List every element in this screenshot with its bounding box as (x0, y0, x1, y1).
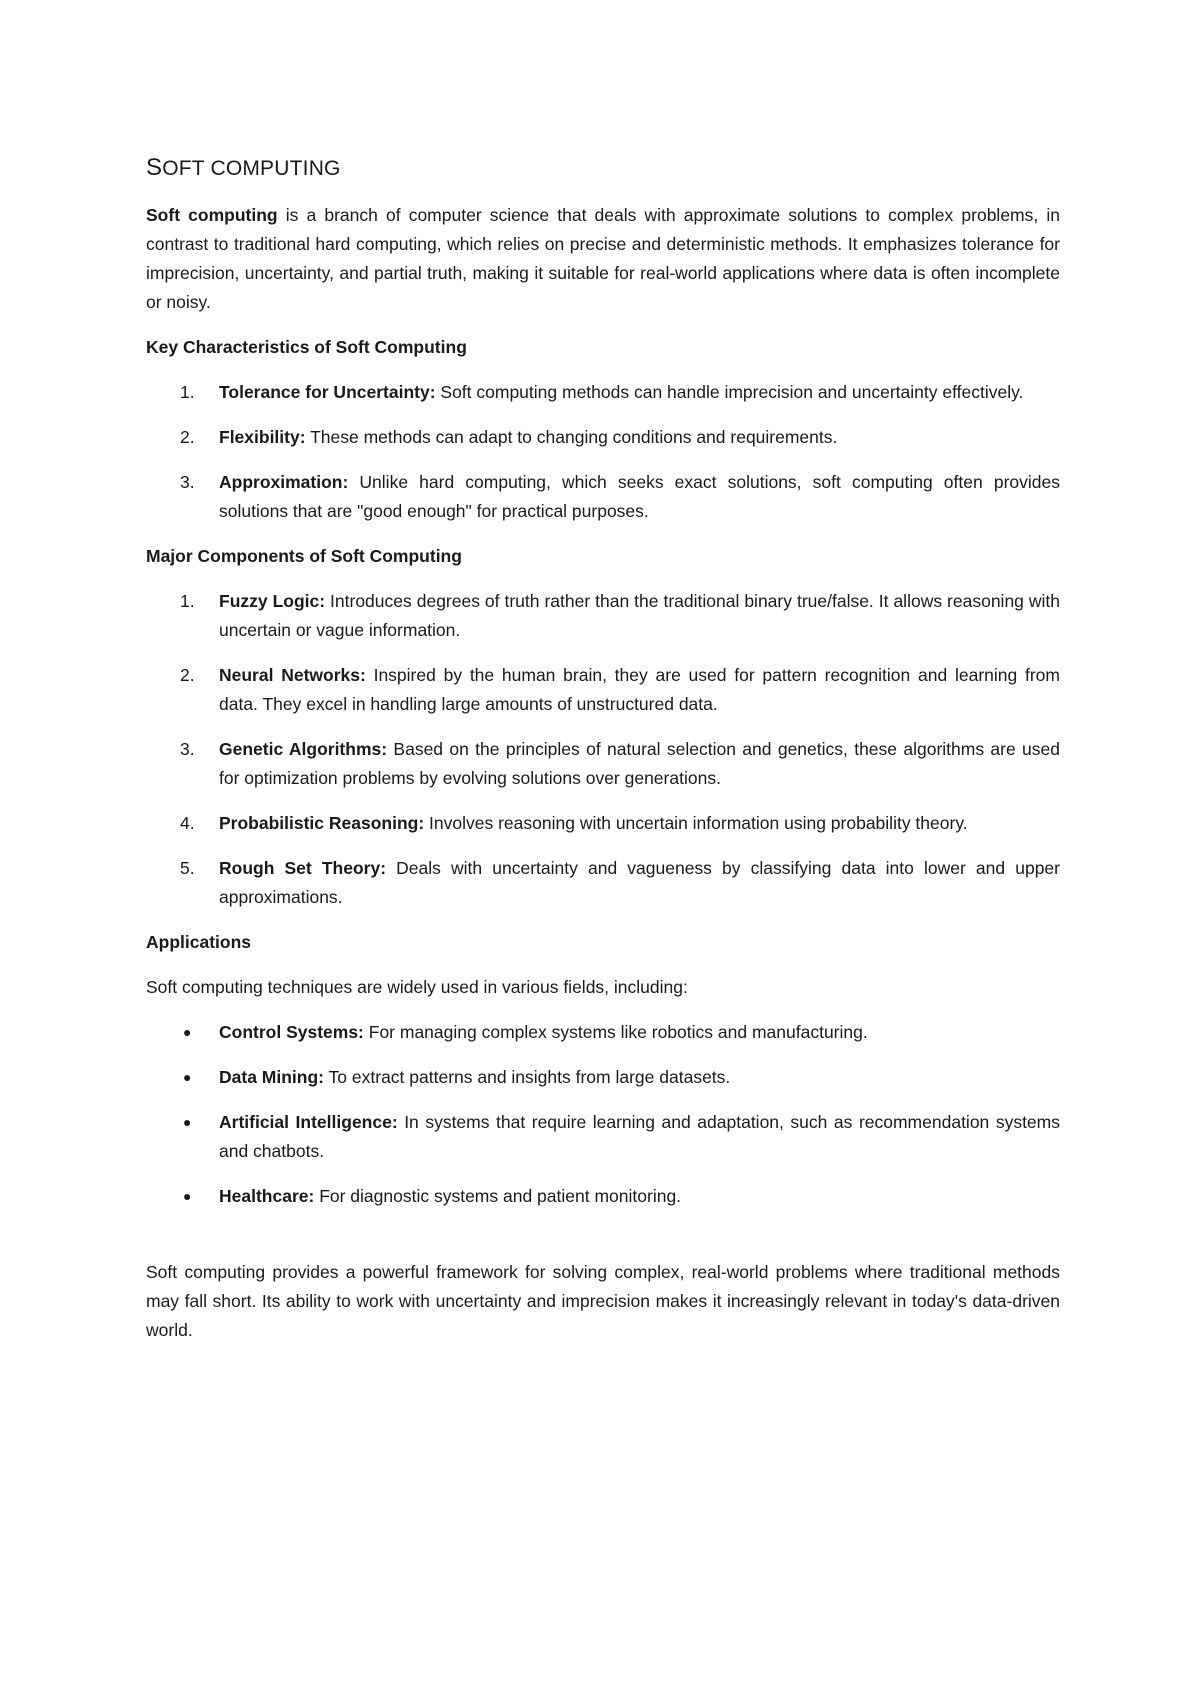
item-text: Soft computing methods can handle imprecision and uncertainty effectively. (435, 382, 1024, 402)
list-item (146, 661, 1060, 719)
bullet-icon: ● (183, 1024, 192, 1040)
item-text: Involves reasoning with uncertain information using probability theory. (424, 813, 968, 833)
list-number: 5. (180, 858, 195, 878)
title-initial: S (146, 154, 163, 181)
list-item (146, 1108, 1060, 1166)
item-label: Fuzzy Logic: (219, 591, 326, 611)
page-title (146, 153, 1060, 184)
item-text: Deals with uncertainty and vagueness by classifying data into lower and upper approximations. (219, 858, 1060, 907)
item-text: Introduces degrees of truth rather than the traditional binary true/false. It allows reasoning with uncertain or vague information. (219, 591, 1060, 640)
list-item (146, 1063, 1060, 1092)
list-number: 2. (180, 665, 195, 685)
list-item (146, 735, 1060, 793)
bullet-icon: ● (183, 1069, 192, 1085)
item-text: Unlike hard computing, which seeks exact solutions, soft computing often provides solutions that are "good enough" for practical purposes. (219, 472, 1060, 521)
components-heading: Major Components of Soft Computing (146, 546, 462, 566)
list-number: 3. (180, 739, 195, 759)
item-text: These methods can adapt to changing conditions and requirements. (305, 427, 838, 447)
intro-lead: Soft computing (146, 205, 278, 225)
title-rest: OFT COMPUTING (162, 157, 341, 180)
applications-heading: Applications (146, 932, 252, 952)
item-label: Rough Set Theory: (219, 858, 387, 878)
list-item (146, 378, 1060, 407)
characteristics-list (146, 378, 1060, 526)
item-label: Probabilistic Reasoning: (219, 813, 425, 833)
item-label: Artificial Intelligence: (219, 1112, 398, 1132)
applications-list (146, 1018, 1060, 1211)
item-label: Flexibility: (219, 427, 306, 447)
item-text: Inspired by the human brain, they are used for pattern recognition and learning from data. They excel in handling large amounts of unstructured data. (219, 665, 1060, 714)
item-text: For diagnostic systems and patient monitoring. (314, 1186, 682, 1206)
intro-text: is a branch of computer science that deals with approximate solutions to complex problems, in contrast to traditional hard computing, which relies on precise and deterministic methods. It emphasizes tolerance for imprecision, uncertainty, and partial truth, making it suitable for real-world applications where data is often incomplete or noisy. (146, 205, 1060, 312)
list-number: 3. (180, 472, 195, 492)
list-number: 2. (180, 427, 195, 447)
item-label: Genetic Algorithms: (219, 739, 388, 759)
bullet-icon: ● (183, 1188, 192, 1204)
intro-paragraph (146, 201, 1060, 317)
list-item (146, 1018, 1060, 1047)
list-number: 1. (180, 382, 195, 402)
item-label: Neural Networks: (219, 665, 366, 685)
list-item (146, 423, 1060, 452)
components-list (146, 587, 1060, 912)
list-number: 1. (180, 591, 195, 611)
item-text: Based on the principles of natural selection and genetics, these algorithms are used for optimization problems by evolving solutions over generations. (219, 739, 1061, 788)
list-item (146, 587, 1060, 645)
document-body (146, 153, 1060, 1345)
item-text: To extract patterns and insights from large datasets. (324, 1067, 731, 1087)
item-text: In systems that require learning and adaptation, such as recommendation systems and chatbots. (219, 1112, 1060, 1161)
item-label: Control Systems: (219, 1022, 364, 1042)
item-label: Data Mining: (219, 1067, 324, 1087)
applications-intro: Soft computing techniques are widely used in various fields, including: (146, 977, 688, 997)
list-item (146, 1182, 1060, 1211)
item-label: Tolerance for Uncertainty: (219, 382, 436, 402)
item-label: Approximation: (219, 472, 349, 492)
list-item (146, 809, 1060, 838)
characteristics-heading: Key Characteristics of Soft Computing (146, 337, 467, 357)
item-label: Healthcare: (219, 1186, 315, 1206)
list-item (146, 468, 1060, 526)
list-number: 4. (180, 813, 195, 833)
conclusion-paragraph: Soft computing provides a powerful framework for solving complex, real-world problems where traditional methods may fall short. Its ability to work with uncertainty and imprecision makes it increasingly relevant in today's data-driven world. (146, 1262, 1060, 1340)
list-item (146, 854, 1060, 912)
item-text: For managing complex systems like robotics and manufacturing. (363, 1022, 868, 1042)
bullet-icon: ● (183, 1114, 192, 1130)
